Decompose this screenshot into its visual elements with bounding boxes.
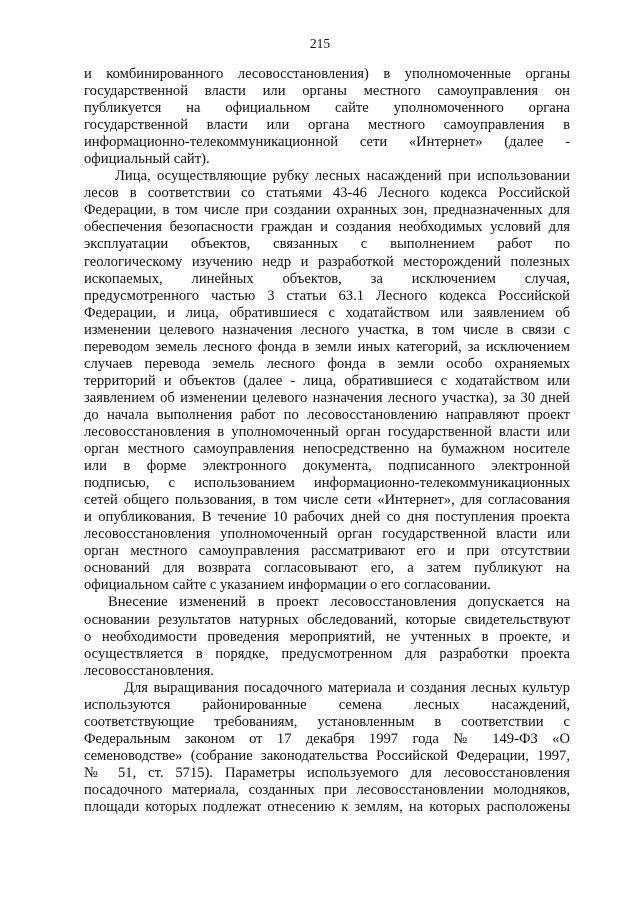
text-line: ископаемых, линейных объектов, за исключением случая, bbox=[84, 270, 570, 287]
text-line: орган местного самоуправления непосредственно на бумажном носителе bbox=[84, 441, 570, 458]
text-line: геологическому изучению недр и разработкой месторождений полезных bbox=[84, 253, 570, 270]
text-line: официальный сайт). bbox=[84, 151, 210, 168]
text-line: осуществляется в порядке, предусмотренном для разработки проекта bbox=[84, 645, 570, 662]
paragraph-1 bbox=[84, 66, 570, 168]
text-line: или в форме электронного документа, подписанного электронной bbox=[84, 458, 570, 475]
text-line: изменении целевого назначения лесного участка, в том числе в связи с bbox=[84, 321, 570, 338]
text-line: предусмотренного частью 3 статьи 63.1 Лесного кодекса Российской bbox=[84, 287, 570, 304]
text-line: государственной власти или органы местного самоуправления он bbox=[84, 83, 570, 100]
text-line: государственной власти или органа местного самоуправления в bbox=[84, 117, 570, 134]
paragraph-4 bbox=[84, 680, 570, 816]
text-line: официальном сайте с указанием информации о его согласовании. bbox=[84, 577, 491, 594]
text-line: площади которых подлежат отнесению к землям, на которых расположены bbox=[84, 799, 570, 816]
text-line: лесовосстановления в уполномоченный орган государственной власти или bbox=[84, 423, 570, 440]
text-line: орган местного самоуправления рассматривают его и при отсутствии bbox=[84, 543, 570, 560]
text-line: о необходимости проведения мероприятий, не учтенных в проекте, и bbox=[84, 628, 570, 645]
text-line: переводом земель лесного фонда в земли иных категорий, за исключением bbox=[84, 338, 570, 355]
text-line: эксплуатации объектов, связанных с выполнением работ по bbox=[84, 236, 570, 253]
text-line: лесов в соответствии со статьями 43-46 Лесного кодекса Российской bbox=[84, 185, 570, 202]
text-line: и опубликования. В течение 10 рабочих дней со дня поступления проекта bbox=[84, 509, 570, 526]
paragraph-3 bbox=[84, 594, 570, 679]
text-line: Федерации, и лица, обратившиеся с ходатайством или заявлением об bbox=[84, 304, 570, 321]
text-line: подписью, с использованием информационно-телекоммуникационных bbox=[84, 475, 570, 492]
text-line: Федерации, в том числе при создании охранных зон, предназначенных для bbox=[84, 202, 570, 219]
text-line: обеспечения безопасности граждан и создания необходимых условий для bbox=[84, 219, 570, 236]
text-line: основании результатов натурных обследований, которые свидетельствуют bbox=[84, 611, 570, 628]
text-line: используются районированные семена лесных насаждений, bbox=[84, 696, 570, 713]
text-line: информационно-телекоммуникационной сети «Интернет» (далее - bbox=[84, 134, 570, 151]
text-line: до начала выполнения работ по лесовосстановлению направляют проект bbox=[84, 406, 570, 423]
text-line: Федеральным законом от 17 декабря 1997 года № 149-ФЗ «О bbox=[84, 730, 570, 747]
text-line: лесовосстановления уполномоченный орган государственной власти или bbox=[84, 526, 570, 543]
paragraph-2 bbox=[84, 168, 570, 594]
text-line: Внесение изменений в проект лесовосстановления допускается на bbox=[108, 594, 570, 611]
text-line: случаев перевода земель лесного фонда в земли особо охраняемых bbox=[84, 355, 570, 372]
text-line: посадочного материала, созданных при лесовосстановлении молодняков, bbox=[84, 781, 570, 798]
text-line: семеноводстве» (собрание законодательства Российской Федерации, 1997, bbox=[84, 747, 570, 764]
text-line: соответствующие требованиям, установленным в соответствии с bbox=[84, 713, 570, 730]
text-line: лесовосстановления. bbox=[84, 662, 214, 679]
page-number: 215 bbox=[309, 36, 331, 51]
text-line: № 51, ст. 5715). Параметры используемого для лесовосстановления bbox=[84, 764, 570, 781]
text-line: и комбинированного лесовосстановления) в уполномоченные органы bbox=[84, 66, 570, 82]
document-body bbox=[84, 66, 570, 816]
text-line: оснований для возврата согласовывают его, а затем публикуют на bbox=[84, 560, 570, 577]
text-line: Лица, осуществляющие рубку лесных насаждений при использовании bbox=[115, 168, 570, 185]
text-line: Для выращивания посадочного материала и создания лесных культур bbox=[124, 679, 570, 696]
text-line: территорий и объектов (далее - лица, обратившиеся с ходатайством или bbox=[84, 372, 570, 389]
text-line: публикуется на официальном сайте уполномоченного органа bbox=[84, 100, 570, 117]
text-line: сетей общего пользования, в том числе сети «Интернет», для согласования bbox=[84, 492, 570, 509]
text-line: заявлением об изменении целевого назначения лесного участка), за 30 дней bbox=[84, 389, 570, 406]
